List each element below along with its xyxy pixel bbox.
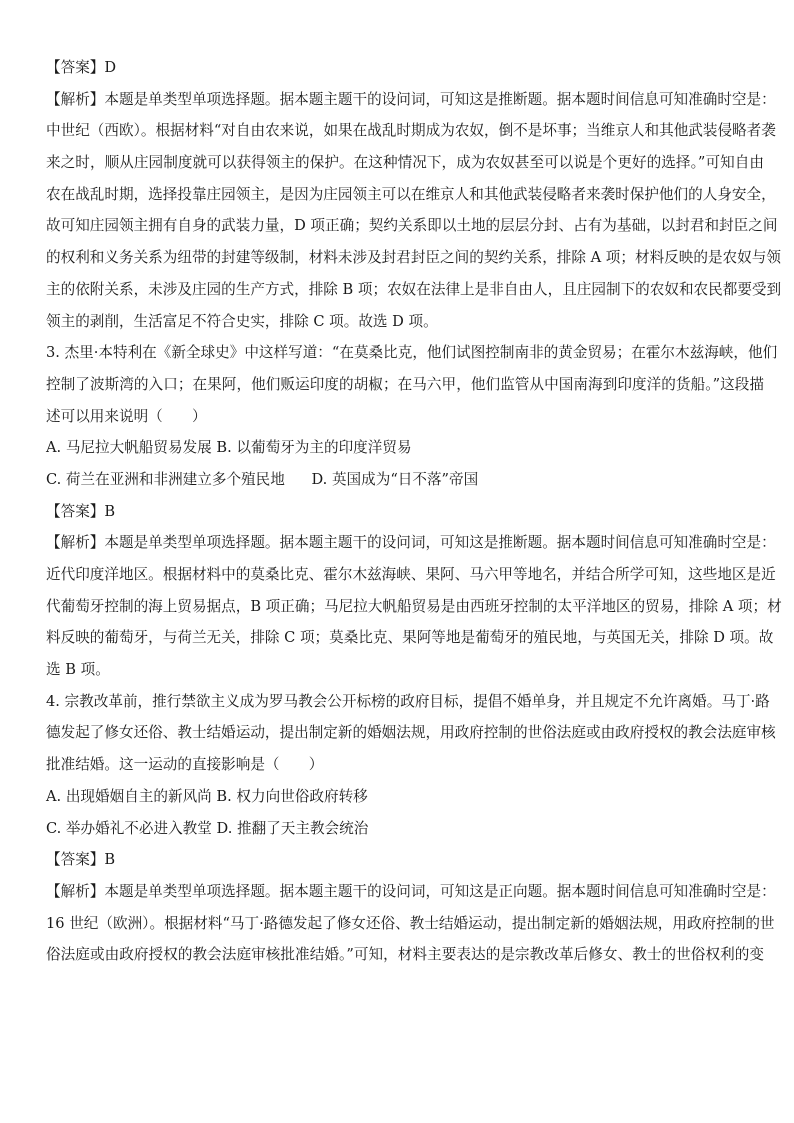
document-page [46,52,782,971]
option-a: A. 出现婚姻自主的新风尚 [46,787,212,805]
options-line [46,781,764,813]
options-line [46,813,764,845]
analysis-line: 【解析】本题是单类型单项选择题。据本题主题干的设问词，可知这是推断题。据本题时间信息可知准确时空是： [46,534,776,552]
options-line [46,464,764,496]
analysis-line: 故可知庄园领主拥有自身的武装力量，D 项正确；契约关系即以土地的层层分封、占有为基础，以封君和封臣之间 [46,217,778,235]
analysis-line: 选 B 项。 [46,661,110,679]
analysis-line: 的权利和义务关系为纽带的封建等级制，材料未涉及封君封臣之间的契约关系，排除 A 项；材料反映的是农奴与领 [46,249,781,267]
analysis-line: 中世纪（西欧）。根据材料“对自由农来说，如果在战乱时期成为农奴，倒不是坏事；当维京人和其他武装侵略者袭 [46,122,776,140]
analysis-line: 领主的剥削，生活富足不符合史实，排除 C 项。故选 D 项。 [46,312,438,330]
analysis-line: 近代印度洋地区。根据材料中的莫桑比克、霍尔木兹海峡、果阿、马六甲等地名，并结合所学可知，这些地区是近 [46,566,776,583]
question-line: 批准结婚。这一运动的直接影响是（ ） [46,756,324,774]
answer-line: 【答案】B [46,502,116,520]
question-line: 德发起了修女还俗、教士结婚运动，提出制定新的婚姻法规，用政府控制的世俗法庭或由政府授权的教会法庭审核 [46,724,776,742]
answer-line: 【答案】D [46,59,117,76]
options-line [46,432,764,464]
answer-line: 【答案】B [46,851,116,869]
question-line: 4. 宗教改革前，推行禁欲主义成为罗马教会公开标榜的政府目标，提倡不婚单身，并且规定不允许离婚。马丁·路 [46,692,770,710]
analysis-line: 农在战乱时期，选择投靠庄园领主，是因为庄园领主可以在维京人和其他武装侵略者来袭时保护他们的人身安全， [46,185,776,203]
option-a: A. 马尼拉大帆船贸易发展 [46,439,212,457]
question-line: 控制了波斯湾的入口；在果阿，他们贩运印度的胡椒；在马六甲，他们监管从中国南海到印度洋的货船。”这段描 [46,375,764,393]
option-d: D. 英国成为“日不落”帝国 [311,470,479,488]
option-d: D. 推翻了天主教会统治 [216,819,369,837]
option-c: C. 举办婚礼不必进入教堂 [46,819,212,837]
analysis-line: 主的依附关系，未涉及庄园的生产方式，排除 B 项；农奴在法律上是非自由人，且庄园制下的农奴和农民都要受到 [46,280,782,298]
option-c: C. 荷兰在亚洲和非洲建立多个殖民地 [46,470,285,488]
analysis-line: 【解析】本题是单类型单项选择题。据本题主题干的设问词，可知这是正向题。据本题时间信息可知准确时空是： [46,882,776,900]
analysis-line: 【解析】本题是单类型单项选择题。据本题主题干的设问词，可知这是推断题。据本题时间信息可知准确时空是： [46,90,776,108]
analysis-line: 代葡萄牙控制的海上贸易据点，B 项正确；马尼拉大帆船贸易是由西班牙控制的太平洋地区的贸易，排除 A 项；材 [46,597,782,615]
analysis-line: 16 世纪（欧洲）。根据材料“马丁·路德发起了修女还俗、教士结婚运动，提出制定新的婚姻法规，用政府控制的世 [46,914,775,932]
analysis-line: 来之时，顺从庄园制度就可以获得领主的保护。在这种情况下，成为农奴甚至可以说是个更好的选择。”可知自由 [46,154,764,172]
analysis-line: 料反映的葡萄牙，与荷兰无关，排除 C 项；莫桑比克、果阿等地是葡萄牙的殖民地，与英国无关，排除 D 项。故 [46,629,774,647]
question-line: 述可以用来说明（ ） [46,407,207,425]
option-b: B. 权力向世俗政府转移 [216,787,368,805]
question-line: 3. 杰里·本特利在《新全球史》中这样写道：“在莫桑比克，他们试图控制南非的黄金贸易；在霍尔木兹海峡，他们 [46,344,778,362]
option-b: B. 以葡萄牙为主的印度洋贸易 [216,439,412,457]
analysis-line: 俗法庭或由政府授权的教会法庭审核批准结婚。”可知，材料主要表达的是宗教改革后修女、教士的世俗权利的变 [46,946,764,964]
